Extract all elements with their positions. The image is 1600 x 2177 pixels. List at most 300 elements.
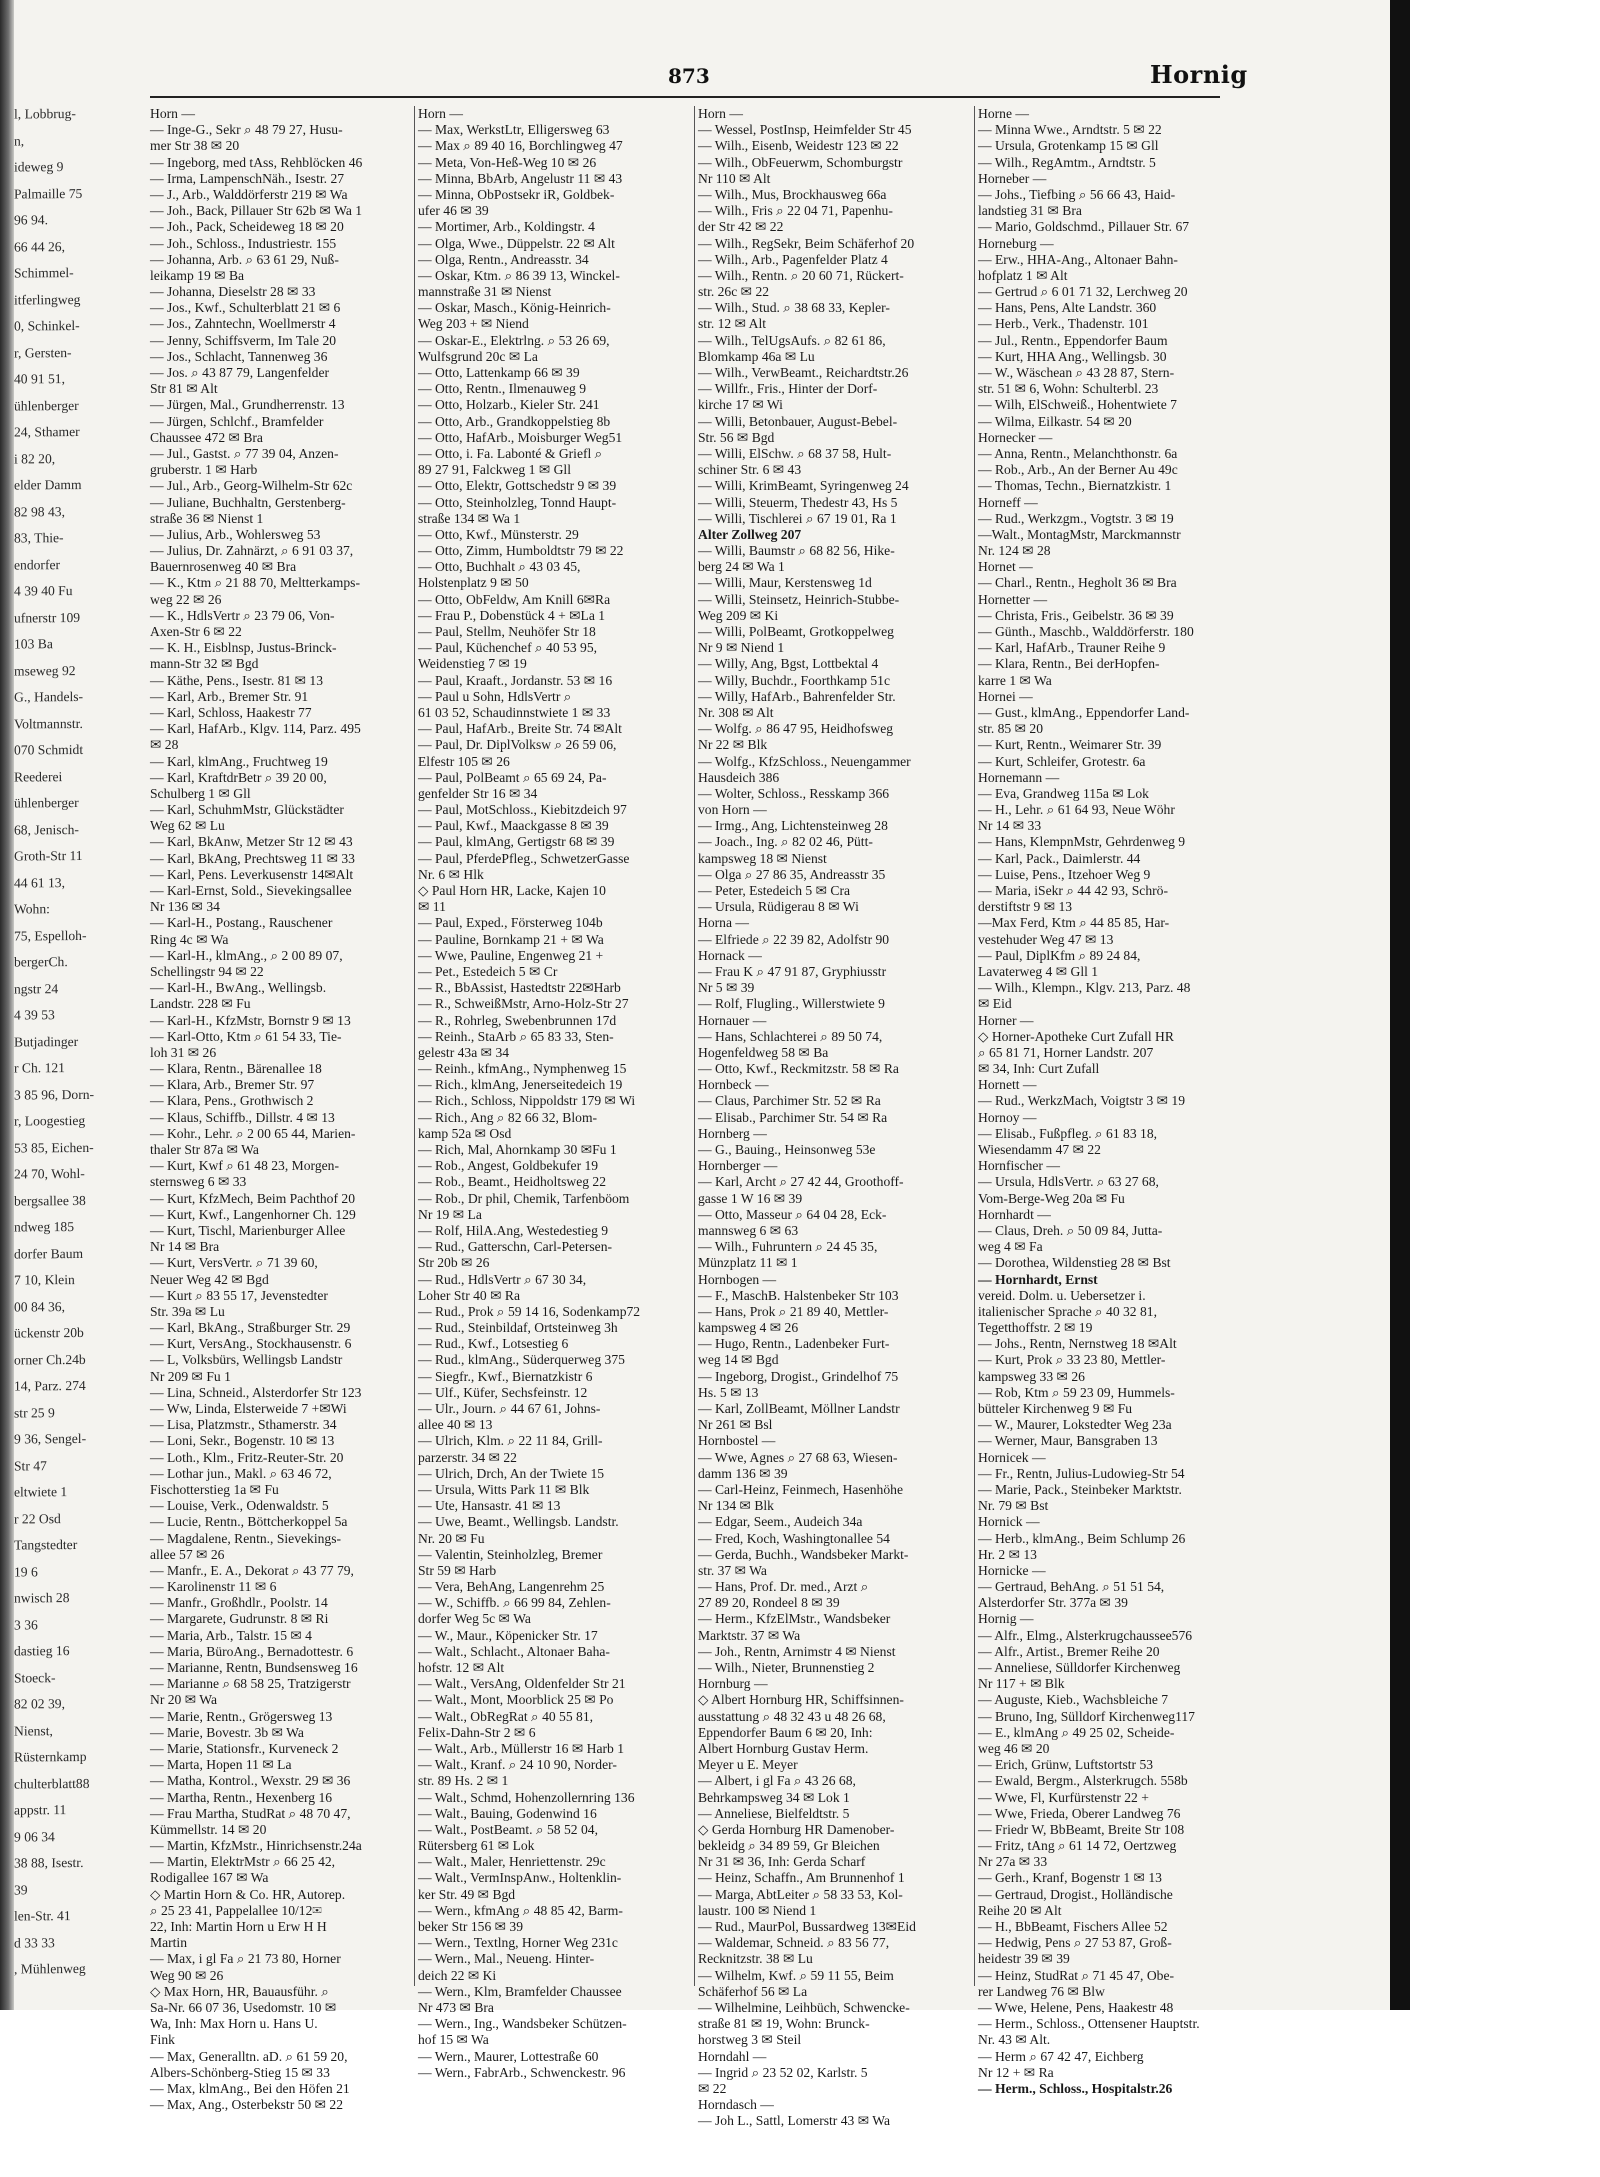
- directory-entry-line: — Friedr W, BbBeamt, Breite Str 108: [978, 1821, 1185, 1837]
- directory-entry-line: Hr. 2 ✉ 13: [978, 1546, 1037, 1562]
- left-page-fragment: 9 06 34: [14, 1828, 55, 1844]
- directory-entry-line: — Paul, PferdePfleg., SchwetzerGasse: [418, 850, 630, 866]
- directory-entry-line: — Wern., FabrArb., Schwenckestr. 96: [418, 2064, 626, 2080]
- directory-entry-line: Nr. 20 ✉ Fu: [418, 1530, 485, 1546]
- directory-entry-line: — Willi, PolBeamt, Grotkoppelweg: [698, 624, 894, 639]
- directory-entry-line: — Wilh., Fuhruntern ⌕ 24 45 35,: [698, 1239, 878, 1255]
- directory-entry-line: — Wern., Mal., Neueng. Hinter-: [418, 1951, 595, 1967]
- header-rule: [150, 96, 1220, 98]
- directory-entry-line: Nr 31 ✉ 36, Inh: Gerda Scharf: [698, 1854, 866, 1870]
- directory-entry-line: — Karl, Pens. Leverkusenstr 14✉Alt: [150, 866, 354, 882]
- directory-entry-line: — Wilh., VerwBeamt., Reichardtstr.26: [698, 365, 909, 380]
- directory-entry-line: — Willi, Betonbauer, August-Bebel-: [698, 413, 898, 429]
- directory-entry-line: vestehuder Weg 47 ✉ 13: [978, 931, 1114, 947]
- directory-entry-line: — Thomas, Techn., Biernatzkistr. 1: [978, 478, 1172, 494]
- directory-entry-line: Hornemann —: [978, 769, 1060, 785]
- directory-entry-line: Wulfsgrund 20c ✉ La: [418, 348, 538, 364]
- directory-entry-line: — Johanna, Dieselstr 28 ✉ 33: [150, 284, 316, 300]
- directory-entry-line: — Hans, Pens, Alte Landstr. 360: [978, 300, 1157, 316]
- left-page-fragment: i 82 20,: [14, 450, 56, 466]
- directory-entry-line: — Karl, Arb., Bremer Str. 91: [150, 688, 309, 704]
- directory-entry-line: Nr. 6 ✉ Hlk: [418, 866, 484, 882]
- directory-entry-line: — Lothar jun., Makl. ⌕ 63 46 72,: [150, 1465, 332, 1481]
- directory-entry-line: — Rud., Steinbildaf, Ortsteinweg 3h: [418, 1320, 618, 1336]
- directory-entry-line: Schulberg 1 ✉ Gll: [150, 785, 251, 801]
- left-page-fragment: 82 98 43,: [14, 503, 65, 519]
- directory-entry-line: — Olga, Rentn., Andreasstr. 34: [418, 251, 589, 267]
- directory-entry-line: Hornberger —: [698, 1158, 778, 1174]
- directory-entry-line: gelestr 43a ✉ 34: [418, 1044, 510, 1060]
- directory-entry-line: der Str 42 ✉ 22: [698, 219, 784, 235]
- directory-entry-line: — Julius, Dr. Zahnärzt, ⌕ 6 91 03 37,: [150, 543, 354, 559]
- directory-entry-line: — Joh L., Sattl, Lomerstr 43 ✉ Wa: [698, 2113, 891, 2129]
- directory-entry-line: — Gerda, Buchh., Wandsbeker Markt-: [698, 1546, 909, 1562]
- directory-entry-line: weg 22 ✉ 26: [150, 591, 222, 607]
- directory-entry-line: — Paul, Kwf., Maackgasse 8 ✉ 39: [418, 818, 609, 834]
- directory-entry-line: — Minna Wwe., Arndtstr. 5 ✉ 22: [978, 122, 1162, 138]
- directory-entry-line: — Ulrich, Drch, An der Twiete 15: [418, 1465, 605, 1481]
- directory-entry-line: — Rich., klmAng, Jenerseitedeich 19: [418, 1077, 623, 1093]
- directory-entry-line: — Loni, Sekr., Bogenstr. 10 ✉ 13: [150, 1433, 335, 1449]
- directory-entry-line: Martin: [150, 1935, 187, 1951]
- directory-entry-line: — Rud., Werkzgm., Vogtstr. 3 ✉ 19: [978, 510, 1174, 526]
- directory-entry-line: — Wilh., TelUgsAufs. ⌕ 82 61 86,: [698, 332, 886, 348]
- directory-entry-line: — Wilh., Stud. ⌕ 38 68 33, Kepler-: [698, 300, 890, 316]
- directory-entry-line: — Matha, Kontrol., Wexstr. 29 ✉ 36: [150, 1773, 351, 1789]
- directory-entry-line: — Carl-Heinz, Feinmech, Hasenhöhe: [698, 1481, 903, 1497]
- directory-entry-line: Horneff —: [978, 494, 1038, 510]
- directory-entry-line: — Ingeborg, Drogist., Grindelhof 75: [698, 1368, 899, 1384]
- directory-entry-line: — Hans, KlempnMstr, Gehrdenweg 9: [978, 834, 1186, 850]
- directory-entry-line: — Paul, Kraaft., Jordanstr. 53 ✉ 16: [418, 672, 613, 688]
- directory-entry-line: — Fred, Koch, Washingtonallee 54: [698, 1530, 890, 1546]
- directory-entry-line: italienischer Sprache ⌕ 40 32 81,: [978, 1303, 1157, 1319]
- directory-entry-line: Hornbostel —: [698, 1433, 776, 1449]
- left-page-fragment: 38 88, Isestr.: [14, 1854, 84, 1871]
- directory-entry-line: — Irmg., Ang, Lichtensteinweg 28: [698, 818, 888, 834]
- directory-column-4: [978, 106, 1264, 2096]
- directory-entry-line: bütteler Kirchenweg 9 ✉ Fu: [978, 1401, 1133, 1416]
- directory-entry-line: Horn —: [150, 106, 195, 121]
- left-page-fragment: 83, Thie-: [14, 530, 64, 546]
- directory-entry-line: — Frau Martha, StudRat ⌕ 48 70 47,: [150, 1805, 351, 1821]
- directory-entry-line: Hausdeich 386: [698, 769, 780, 785]
- directory-entry-line: — Max, Generalltn. aD. ⌕ 61 59 20,: [150, 2048, 348, 2064]
- directory-entry-line: Hornig —: [978, 1611, 1034, 1627]
- directory-entry-line: — Edgar, Seem., Audeich 34a: [698, 1514, 863, 1530]
- left-page-fragment: ngstr 24: [14, 980, 59, 996]
- directory-entry-line: — Werner, Maur, Bansgraben 13: [978, 1433, 1158, 1449]
- directory-entry-line: — Klara, Rentn., Bärenallee 18: [150, 1061, 322, 1077]
- directory-entry-line: ◇ Martin Horn & Co. HR, Autorep.: [150, 1886, 346, 1902]
- directory-entry-line: — Fr., Rentn, Julius-Ludowieg-Str 54: [978, 1465, 1185, 1481]
- directory-entry-line: Hornicek —: [978, 1449, 1046, 1465]
- directory-entry-line: Tegetthoffstr. 2 ✉ 19: [978, 1320, 1093, 1336]
- directory-entry-line: — Max, Ang., Osterbekstr 50 ✉ 22: [150, 2097, 344, 2113]
- directory-entry-line: Nr. 124 ✉ 28: [978, 543, 1051, 559]
- directory-entry-line: — Oskar-E., Elektrlng. ⌕ 53 26 69,: [418, 332, 610, 348]
- running-head: Hornig: [1150, 60, 1248, 89]
- directory-entry-line: Weg 209 ✉ Ki: [698, 607, 779, 623]
- directory-entry-line: — Gertraud, BehAng. ⌕ 51 51 54,: [978, 1579, 1165, 1595]
- directory-entry-line: — Willfr., Fris., Hinter der Dorf-: [698, 381, 878, 397]
- directory-entry-line: Chaussee 472 ✉ Bra: [150, 429, 263, 445]
- directory-entry-line: — Rich., Ang ⌕ 82 66 32, Blom-: [418, 1109, 598, 1125]
- directory-entry-line: — Wwe, Helene, Pens, Haakestr 48: [978, 1999, 1174, 2015]
- directory-entry-line: — Kurt, Kwf., Langenhorner Ch. 129: [150, 1206, 356, 1222]
- directory-entry-line: ✉ Eid: [978, 996, 1012, 1012]
- directory-entry-line: — Rob., Beamt., Heidholtsweg 22: [418, 1174, 607, 1190]
- left-page-fragment: r Ch. 121: [14, 1060, 65, 1076]
- directory-entry-line: Schellingstr 94 ✉ 22: [150, 963, 264, 979]
- directory-entry-line: — Willi, Steinsetz, Heinrich-Stubbe-: [698, 591, 900, 607]
- directory-entry-line: Wa, Inh: Max Horn u. Hans U.: [150, 2016, 318, 2032]
- directory-entry-line: — Meta, Von-Heß-Weg 10 ✉ 26: [418, 154, 597, 170]
- directory-column-3: [698, 106, 972, 2129]
- directory-entry-line: — Jos., Kwf., Schulterblatt 21 ✉ 6: [150, 300, 341, 316]
- directory-entry-line: Weidenstieg 7 ✉ 19: [418, 656, 527, 672]
- directory-entry-line: — Rud., WerkzMach, Voigtstr 3 ✉ 19: [978, 1093, 1186, 1109]
- directory-entry-line: — Otto, Kwf., Münsterstr. 29: [418, 526, 579, 542]
- directory-entry-line: 61 03 52, Schaudinnstwiete 1 ✉ 33: [418, 704, 611, 720]
- directory-entry-line: — Otto, i. Fa. Labonté & Griefl ⌕: [418, 445, 603, 461]
- directory-entry-line: derstiftstr 9 ✉ 13: [978, 899, 1073, 915]
- directory-entry-line: Fink: [150, 2032, 175, 2048]
- directory-entry-line: Nr 209 ✉ Fu 1: [150, 1368, 231, 1384]
- left-page-fragment: 24 70, Wohl-: [14, 1165, 85, 1182]
- left-page-fragment: len-Str. 41: [14, 1908, 71, 1924]
- directory-entry-line: — Dorothea, Wildenstieg 28 ✉ Bst: [978, 1255, 1171, 1271]
- directory-entry-line: — L, Volksbürs, Wellingsb Landstr: [150, 1352, 343, 1368]
- left-page-fragment: ühlenberger: [14, 795, 79, 811]
- directory-entry-line: — Wilh., Rentn. ⌕ 20 60 71, Rückert-: [698, 267, 904, 283]
- directory-entry-line: — Johs., Rentn, Nernstweg 18 ✉Alt: [978, 1336, 1177, 1352]
- directory-entry-line: — Ewald, Bergm., Alsterkrugch. 558b: [978, 1773, 1188, 1789]
- directory-entry-line: — Rud., Prok ⌕ 59 14 16, Sodenkamp72: [418, 1303, 641, 1319]
- directory-entry-line: — Willi, Steuerm, Thedestr 43, Hs 5: [698, 494, 898, 510]
- column-divider: [414, 106, 415, 1986]
- left-page-fragment: Tangstedter: [14, 1537, 78, 1553]
- directory-entry-line: — Maria, Arb., Talstr. 15 ✉ 4: [150, 1627, 312, 1643]
- directory-entry-line: — Heinz, StudRat ⌕ 71 45 47, Obe-: [978, 1967, 1175, 1983]
- directory-entry-line: Horndasch —: [698, 2097, 774, 2113]
- directory-entry-line: Nr 14 ✉ Bra: [150, 1239, 220, 1255]
- directory-entry-line: — Rud., Kwf., Lotsestieg 6: [418, 1336, 569, 1352]
- directory-entry-line: — Wolter, Schloss., Resskamp 366: [698, 785, 890, 801]
- directory-entry-line: straße 134 ✉ Wa 1: [418, 510, 521, 526]
- directory-entry-line: — G., Bauing., Heinsonweg 53e: [698, 1142, 876, 1157]
- directory-entry-line: — Wolfg., KfzSchloss., Neuengammer: [698, 753, 911, 769]
- directory-entry-line: — Frau P., Dobenstück 4 + ✉La 1: [418, 607, 606, 623]
- directory-entry-line: deich 22 ✉ Ki: [418, 1967, 497, 1983]
- directory-entry-line: — K., HdlsVertr ⌕ 23 79 06, Von-: [150, 607, 335, 623]
- directory-entry-line: Str 59 ✉ Harb: [418, 1562, 497, 1578]
- directory-entry-line: — Hornhardt, Ernst: [978, 1271, 1098, 1287]
- directory-entry-line: Horn —: [698, 106, 743, 121]
- directory-entry-line: hof 15 ✉ Wa: [418, 2032, 489, 2048]
- left-page-fragment: l, Lobbrug-: [14, 106, 76, 122]
- directory-entry-line: Horneber —: [978, 170, 1047, 186]
- directory-entry-line: allee 57 ✉ 26: [150, 1546, 225, 1562]
- directory-entry-line: — Otto, Rentn., Ilmenauweg 9: [418, 381, 587, 397]
- directory-entry-line: — Rolf, Flugling., Willerstwiete 9: [698, 996, 885, 1012]
- directory-entry-line: — Wolfg. ⌕ 86 47 95, Heidhofsweg: [698, 721, 894, 737]
- directory-entry-line: Hornoy —: [978, 1109, 1037, 1125]
- directory-entry-line: Nr 20 ✉ Wa: [150, 1692, 218, 1708]
- directory-entry-line: — Kurt, Prok ⌕ 33 23 80, Mettler-: [978, 1352, 1166, 1368]
- directory-entry-line: ⌕ 65 81 71, Horner Landstr. 207: [978, 1044, 1154, 1060]
- directory-entry-line: — Margarete, Gudrunstr. 8 ✉ Ri: [150, 1611, 329, 1627]
- directory-entry-line: str. 37 ✉ Wa: [698, 1562, 767, 1578]
- left-page-fragment: 7 10, Klein: [14, 1272, 75, 1288]
- directory-entry-line: — Anneliese, Sülldorfer Kirchenweg: [978, 1660, 1181, 1675]
- directory-entry-line: — Max, i gl Fa ⌕ 21 73 80, Horner: [150, 1951, 341, 1967]
- directory-entry-line: — Eva, Grandweg 115a ✉ Lok: [978, 785, 1149, 801]
- left-page-fragment: 9 36, Sengel-: [14, 1430, 87, 1447]
- directory-entry-line: Str. 39a ✉ Lu: [150, 1303, 225, 1319]
- directory-entry-line: — Willi, Baumstr ⌕ 68 82 56, Hike-: [698, 543, 895, 559]
- directory-entry-line: Hornauer —: [698, 1012, 767, 1028]
- directory-entry-line: — Marie, Pack., Steinbeker Marktstr.: [978, 1481, 1182, 1497]
- directory-entry-line: — Rob., Arb., An der Berner Au 49c: [978, 462, 1178, 478]
- directory-entry-line: — Paul, MotSchloss., Kiebitzdeich 97: [418, 802, 627, 818]
- directory-entry-line: — Marie, Stationsfr., Kurveneck 2: [150, 1740, 339, 1756]
- left-page-fragment: 96 94.: [14, 212, 48, 228]
- directory-entry-line: kampsweg 18 ✉ Nienst: [698, 850, 827, 866]
- directory-entry-line: Nr 14 ✉ 33: [978, 818, 1042, 834]
- left-page-fragment: 40 91 51,: [14, 371, 65, 387]
- directory-entry-line: — Ute, Hansastr. 41 ✉ 13: [418, 1498, 561, 1514]
- directory-entry-line: — Vera, BehAng, Langenrehm 25: [418, 1579, 605, 1595]
- directory-entry-line: Behrkampsweg 34 ✉ Lok 1: [698, 1789, 850, 1805]
- directory-entry-line: weg 46 ✉ 20: [978, 1740, 1050, 1756]
- directory-entry-line: — Olga ⌕ 27 86 35, Andreasstr 35: [698, 866, 886, 882]
- directory-entry-line: — Walt., Maler, Henriettenstr. 29c: [418, 1854, 606, 1870]
- directory-entry-line: — Wilh., Mus, Brockhausweg 66a: [698, 186, 887, 202]
- directory-entry-line: Hornburg —: [698, 1676, 768, 1692]
- left-page-fragment: 14, Parz. 274: [14, 1377, 86, 1394]
- directory-entry-line: — Jos., Zahntechn, Woellmerstr 4: [150, 316, 336, 332]
- directory-entry-line: — Walt., VermInspAnw., Holtenklin-: [418, 1870, 622, 1886]
- directory-entry-line: thaler Str 87a ✉ Wa: [150, 1142, 259, 1157]
- directory-entry-line: Nr 5 ✉ 39: [698, 980, 755, 996]
- directory-entry-line: — Klara, Pens., Grothwisch 2: [150, 1093, 314, 1109]
- directory-entry-line: Bauernrosenweg 40 ✉ Bra: [150, 559, 297, 575]
- directory-entry-line: weg 14 ✉ Bgd: [698, 1352, 779, 1368]
- directory-entry-line: — Otto, Buchhalt ⌕ 43 03 45,: [418, 559, 581, 575]
- directory-entry-line: — Walt., PostBeamt. ⌕ 58 52 04,: [418, 1821, 598, 1837]
- left-page-fragment-column: [14, 106, 146, 1987]
- directory-entry-line: — Herm., Schloss., Ottensener Hauptstr.: [978, 2016, 1200, 2032]
- directory-entry-line: — Herm., KfzElMstr., Wandsbeker: [698, 1611, 891, 1627]
- directory-entry-line: — Wilh., Eisenb, Weidestr 123 ✉ 22: [698, 138, 899, 154]
- directory-entry-line: — Max, WerkstLtr, Elligersweg 63: [418, 122, 610, 138]
- left-page-fragment: Voltmannstr.: [14, 715, 83, 731]
- directory-entry-line: hofstr. 12 ✉ Alt: [418, 1660, 505, 1675]
- directory-entry-line: Landstr. 228 ✉ Fu: [150, 996, 251, 1012]
- directory-entry-line: — Kurt ⌕ 83 55 17, Jevenstedter: [150, 1287, 328, 1303]
- left-page-fragment: 24, Sthamer: [14, 424, 80, 440]
- directory-entry-line: genfelder Str 16 ✉ 34: [418, 785, 538, 801]
- directory-entry-line: — Christa, Fris., Geibelstr. 36 ✉ 39: [978, 607, 1174, 623]
- directory-entry-line: ufer 46 ✉ 39: [418, 203, 489, 219]
- left-page-fragment: eltwiete 1: [14, 1484, 68, 1500]
- directory-entry-line: Sa-Nr. 66 07 36, Usedomstr. 10 ✉: [150, 1999, 337, 2015]
- directory-entry-line: Weg 62 ✉ Lu: [150, 818, 225, 834]
- directory-entry-line: — Johs., Tiefbing ⌕ 56 66 43, Haid-: [978, 186, 1176, 202]
- left-page-fragment: Wohn:: [14, 901, 50, 917]
- directory-entry-line: — Louise, Verk., Odenwaldstr. 5: [150, 1498, 329, 1514]
- directory-entry-line: Vom-Berge-Weg 20a ✉ Fu: [978, 1190, 1125, 1206]
- left-page-fragment: dastieg 16: [14, 1643, 70, 1659]
- directory-entry-line: — Hans, Prof. Dr. med., Arzt ⌕: [698, 1579, 869, 1595]
- directory-entry-line: — Herb., klmAng., Beim Schlump 26: [978, 1530, 1186, 1546]
- left-page-fragment: 68, Jenisch-: [14, 821, 79, 837]
- left-page-fragment: 103 Ba: [14, 636, 53, 652]
- directory-entry-line: Nr 12 + ✉ Ra: [978, 2064, 1054, 2080]
- directory-entry-line: str. 85 ✉ 20: [978, 721, 1044, 737]
- directory-entry-line: — Wern., Ing., Wandsbeker Schützen-: [418, 2016, 627, 2032]
- directory-entry-line: — Jürgen, Schlchf., Bramfelder: [150, 413, 324, 429]
- directory-entry-line: — Ingeborg, med tAss, Rehblöcken 46: [150, 154, 363, 170]
- directory-entry-line: Fischotterstieg 1a ✉ Fu: [150, 1481, 279, 1497]
- directory-entry-line: — H., Lehr. ⌕ 61 64 93, Neue Wöhr: [978, 802, 1175, 818]
- directory-entry-line: — Claus, Parchimer Str. 52 ✉ Ra: [698, 1093, 881, 1109]
- left-page-fragment: 44 61 13,: [14, 874, 65, 890]
- directory-entry-line: Albers-Schönberg-Stieg 15 ✉ 33: [150, 2064, 330, 2080]
- directory-entry-line: — Karl-H., BwAng., Wellingsb.: [150, 980, 327, 996]
- directory-entry-line: — Jos., Schlacht, Tannenweg 36: [150, 348, 328, 364]
- directory-entry-line: — Karl, HafArb., Klgv. 114, Parz. 495: [150, 721, 361, 737]
- left-page-fragment: ufnerstr 109: [14, 609, 81, 625]
- directory-entry-line: kampsweg 33 ✉ 26: [978, 1368, 1085, 1384]
- left-page-fragment: nwisch 28: [14, 1590, 70, 1606]
- directory-entry-line: — J., Arb., Walddörferstr 219 ✉ Wa: [150, 186, 348, 202]
- left-page-fragment: Str 47: [14, 1457, 47, 1473]
- directory-entry-line: — Otto, Arb., Grandkoppelstieg 8b: [418, 413, 611, 429]
- directory-entry-line: — Günth., Maschb., Walddörferstr. 180: [978, 624, 1194, 639]
- directory-entry-line: — Gust., klmAng., Eppendorfer Land-: [978, 704, 1190, 720]
- directory-entry-line: — Oskar, Ktm. ⌕ 86 39 13, Winckel-: [418, 267, 620, 283]
- directory-entry-line: — Herm ⌕ 67 42 47, Eichberg: [978, 2048, 1144, 2064]
- directory-entry-line: 22, Inh: Martin Horn u Erw H H: [150, 1919, 327, 1934]
- directory-entry-line: Str 20b ✉ 26: [418, 1255, 490, 1271]
- directory-entry-line: — Rich, Mal, Ahornkamp 30 ✉Fu 1: [418, 1142, 617, 1157]
- directory-entry-line: — Wwe, Fl, Kurfürstenstr 22 +: [978, 1789, 1149, 1805]
- directory-entry-line: — Willy, HafArb., Bahrenfelder Str.: [698, 688, 896, 704]
- directory-entry-line: Weg 203 + ✉ Niend: [418, 316, 529, 332]
- directory-entry-line: parzerstr. 34 ✉ 22: [418, 1449, 517, 1465]
- directory-entry-line: Str 81 ✉ Alt: [150, 381, 218, 397]
- directory-entry-line: ⌕ 25 23 41, Pappelallee 10/12✉: [150, 1902, 322, 1918]
- left-page-fragment: Nienst,: [14, 1722, 53, 1738]
- directory-entry-line: — Wilh., Klempn., Klgv. 213, Parz. 48: [978, 980, 1191, 996]
- directory-entry-line: — Marie, Bovestr. 3b ✉ Wa: [150, 1724, 304, 1740]
- directory-entry-line: — Walt., Arb., Müllerstr 16 ✉ Harb 1: [418, 1740, 624, 1756]
- directory-entry-line: allee 40 ✉ 13: [418, 1417, 493, 1433]
- directory-entry-line: Neuer Weg 42 ✉ Bgd: [150, 1271, 269, 1287]
- directory-entry-line: Hornicke —: [978, 1562, 1046, 1578]
- directory-entry-line: — Karl-Otto, Ktm ⌕ 61 54 33, Tie-: [150, 1028, 342, 1044]
- directory-entry-line: mer Str 38 ✉ 20: [150, 138, 240, 154]
- directory-entry-line: Horn —: [418, 106, 463, 121]
- directory-entry-line: Str. 56 ✉ Bgd: [698, 429, 775, 445]
- directory-entry-line: — Karl, Schloss, Haakestr 77: [150, 704, 312, 720]
- directory-entry-line: — Jul., Arb., Georg-Wilhelm-Str 62c: [150, 478, 353, 494]
- directory-entry-line: — Willi, ElSchw. ⌕ 68 37 58, Hult-: [698, 445, 892, 461]
- directory-entry-line: — Kurt, Schleifer, Grotestr. 6a: [978, 753, 1146, 769]
- directory-entry-line: — Käthe, Pens., Isestr. 81 ✉ 13: [150, 672, 323, 688]
- directory-entry-line: Hornberg —: [698, 1125, 767, 1141]
- directory-entry-line: — Karl-H., klmAng., ⌕ 2 00 89 07,: [150, 947, 343, 963]
- directory-entry-line: — Wilma, Eilkastr. 54 ✉ 20: [978, 413, 1132, 429]
- directory-entry-line: mannstraße 31 ✉ Nienst: [418, 284, 552, 300]
- directory-entry-line: mannsweg 6 ✉ 63: [698, 1222, 799, 1238]
- directory-entry-line: — Karl, KraftdrBetr ⌕ 39 20 00,: [150, 769, 327, 785]
- directory-entry-line: — Minna, ObPostsekr iR, Goldbek-: [418, 186, 615, 202]
- directory-entry-line: — Gertrud ⌕ 6 01 71 32, Lerchweg 20: [978, 284, 1188, 300]
- directory-entry-line: — Ulr., Journ. ⌕ 44 67 61, Johns-: [418, 1401, 601, 1416]
- directory-entry-line: — Paul, PolBeamt ⌕ 65 69 24, Pa-: [418, 769, 607, 785]
- directory-entry-line: loh 31 ✉ 26: [150, 1044, 217, 1060]
- directory-entry-line: leikamp 19 ✉ Ba: [150, 267, 245, 283]
- directory-entry-line: Horner —: [978, 1012, 1034, 1028]
- directory-entry-line: — Karl, Pack., Daimlerstr. 44: [978, 850, 1141, 866]
- column-divider: [974, 106, 975, 1986]
- directory-entry-line: — Herb., Verk., Thadenstr. 101: [978, 316, 1149, 332]
- directory-entry-line: — Ursula, Rüdigerau 8 ✉ Wi: [698, 899, 859, 915]
- directory-entry-line: 89 27 91, Falckweg 1 ✉ Gll: [418, 462, 571, 478]
- directory-entry-line: — Paul, Stellm, Neuhöfer Str 18: [418, 624, 596, 639]
- directory-entry-line: — Otto, Zimm, Humboldtstr 79 ✉ 22: [418, 543, 624, 559]
- left-page-fragment: 39: [14, 1881, 28, 1897]
- directory-entry-line: — Inge-G., Sekr ⌕ 48 79 27, Husu-: [150, 122, 343, 138]
- directory-entry-line: — Fritz, tAng ⌕ 61 14 72, Oertzweg: [978, 1838, 1177, 1854]
- directory-entry-line: Hornecker —: [978, 429, 1053, 445]
- directory-entry-line: — Albert, i gl Fa ⌕ 43 26 68,: [698, 1773, 856, 1789]
- directory-entry-line: str. 89 Hs. 2 ✉ 1: [418, 1773, 509, 1789]
- directory-entry-line: Nr 9 ✉ Niend 1: [698, 640, 785, 656]
- directory-entry-line: str. 26c ✉ 22: [698, 284, 770, 300]
- directory-entry-line: — R., SchweißMstr, Arno-Holz-Str 27: [418, 996, 629, 1012]
- directory-entry-line: — E., klmAng ⌕ 49 25 02, Scheide-: [978, 1724, 1175, 1740]
- directory-entry-line: — R., BbAssist, Hastedtstr 22✉Harb: [418, 980, 621, 996]
- directory-entry-line: Hornhardt —: [978, 1206, 1051, 1222]
- left-page-fragment: r, Gersten-: [14, 344, 72, 360]
- directory-entry-line: gruberstr. 1 ✉ Harb: [150, 462, 258, 478]
- directory-entry-line: — Pet., Estedeich 5 ✉ Cr: [418, 963, 558, 979]
- left-page-fragment: 00 84 36,: [14, 1298, 65, 1314]
- directory-entry-line: — Kurt, Tischl, Marienburger Allee: [150, 1222, 346, 1238]
- directory-entry-line: — Gertraud, Drogist., Holländische: [978, 1886, 1173, 1902]
- directory-entry-line: — Erw., HHA-Ang., Altonaer Bahn-: [978, 251, 1178, 267]
- directory-entry-line: Hogenfeldweg 58 ✉ Ba: [698, 1044, 829, 1060]
- directory-entry-line: — Wilh., RegSekr, Beim Schäferhof 20: [698, 235, 915, 251]
- directory-entry-line: Nr 27a ✉ 33: [978, 1854, 1048, 1870]
- directory-entry-line: — Marga, AbtLeiter ⌕ 58 33 53, Kol-: [698, 1886, 903, 1902]
- directory-entry-line: — Marianne, Rentn, Bundsensweg 16: [150, 1660, 358, 1675]
- directory-entry-line: Weg 90 ✉ 26: [150, 1967, 224, 1983]
- directory-entry-line: Nr 261 ✉ Bsl: [698, 1417, 773, 1433]
- directory-entry-line: ker Str. 49 ✉ Bgd: [418, 1886, 516, 1902]
- directory-entry-line: — Kurt, KfzMech, Beim Pachthof 20: [150, 1190, 355, 1206]
- directory-entry-line: Hornack —: [698, 947, 762, 963]
- directory-entry-line: — Kurt, Rentn., Weimarer Str. 39: [978, 737, 1162, 753]
- scan-border: [1390, 0, 1410, 2010]
- directory-entry-line: — Max, klmAng., Bei den Höfen 21: [150, 2080, 350, 2096]
- directory-entry-line: laustr. 100 ✉ Niend 1: [698, 1902, 817, 1918]
- directory-entry-line: — Elisab., Parchimer Str. 54 ✉ Ra: [698, 1109, 888, 1125]
